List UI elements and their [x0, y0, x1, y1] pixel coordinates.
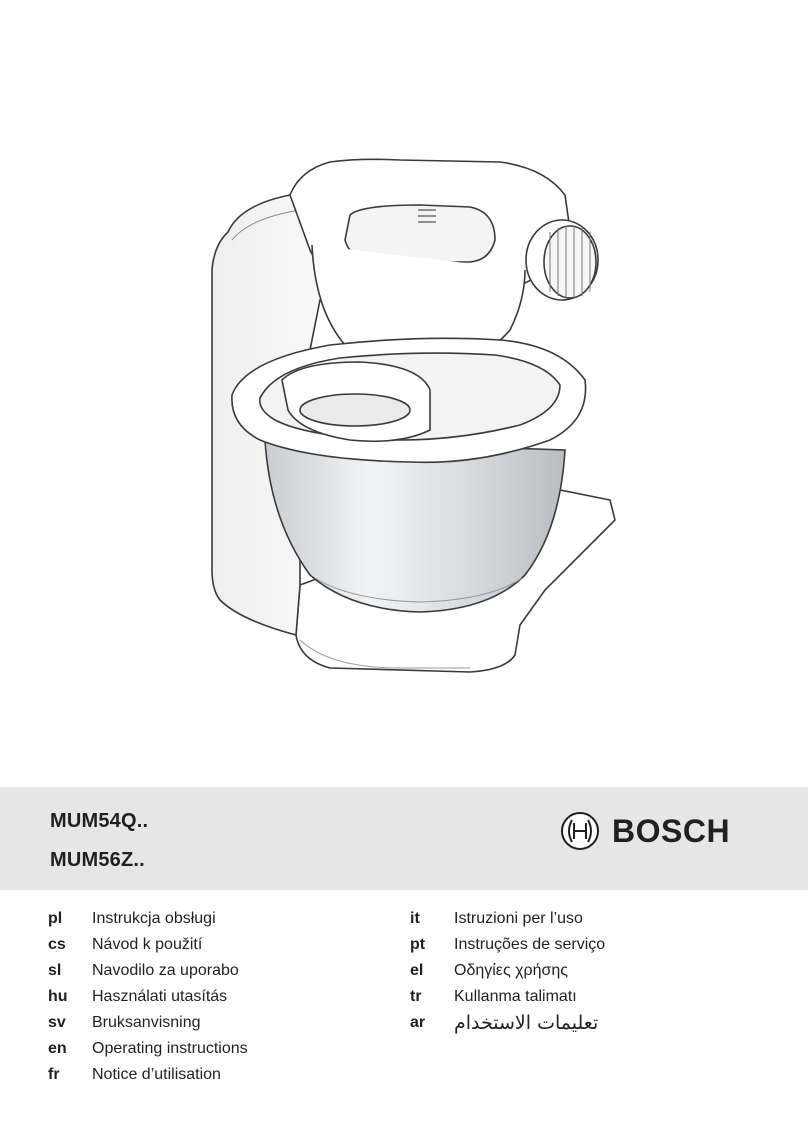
language-item [48, 958, 248, 984]
language-list-left [48, 906, 248, 1088]
language-code: hu [48, 988, 68, 1005]
language-title: Notice d’utilisation [92, 1066, 221, 1083]
language-item [48, 1036, 248, 1062]
language-item [48, 984, 248, 1010]
language-code: fr [48, 1066, 60, 1083]
language-item [48, 1010, 248, 1036]
language-title: Instrukcja obsługi [92, 910, 216, 927]
model-number: MUM54Q.. [50, 810, 149, 832]
language-code: cs [48, 936, 66, 953]
bosch-armature-logo-icon [560, 811, 600, 851]
language-item [410, 984, 605, 1010]
model-number: MUM56Z.. [50, 849, 145, 871]
language-code: ar [410, 1014, 426, 1031]
language-title: Οδηγίες χρήσης [454, 962, 568, 979]
language-item [48, 1062, 248, 1088]
language-code: el [410, 962, 424, 979]
language-code: sl [48, 962, 62, 979]
language-title: Návod k použití [92, 936, 203, 953]
splash-guard-lid [232, 338, 586, 462]
language-title: تعليمات الاستخدام [454, 1012, 599, 1034]
language-item [410, 1010, 605, 1036]
language-title: Istruzioni per l’uso [454, 910, 583, 927]
language-list-right [410, 906, 605, 1036]
language-code: it [410, 910, 420, 927]
language-item [410, 958, 605, 984]
language-item [48, 932, 248, 958]
language-code: sv [48, 1014, 66, 1031]
language-title: Kullanma talimatı [454, 988, 577, 1005]
language-title: Operating instructions [92, 1040, 248, 1057]
language-code: en [48, 1040, 67, 1057]
language-item [410, 932, 605, 958]
brand-name: BOSCH [612, 812, 731, 849]
language-code: pl [48, 910, 63, 927]
language-item [410, 906, 605, 932]
language-code: pt [410, 936, 426, 953]
language-title: Használati utasítás [92, 988, 228, 1005]
language-title: Bruksanvisning [92, 1014, 201, 1031]
brand-logo [560, 811, 730, 851]
language-code: tr [410, 988, 422, 1005]
language-title: Navodilo za uporabo [92, 962, 239, 979]
model-band [0, 787, 808, 890]
language-title: Instruções de serviço [454, 936, 606, 953]
language-item [48, 906, 248, 932]
